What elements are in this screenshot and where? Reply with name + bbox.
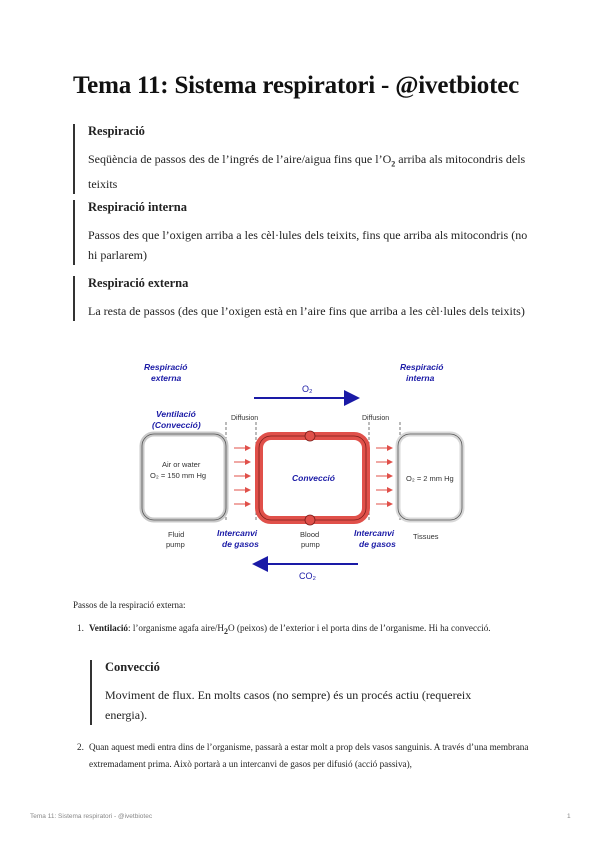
svg-text:Blood: Blood <box>300 530 320 539</box>
intercanvi-right-label <box>354 528 396 549</box>
blood-pump-label <box>300 530 320 549</box>
steps-list-2 <box>73 739 533 773</box>
definition-respiracio-externa <box>73 276 528 321</box>
label-resp-externa <box>144 362 187 383</box>
svg-text:Intercanvi: Intercanvi <box>217 528 258 538</box>
svg-text:O₂ = 150 mm Hg: O₂ = 150 mm Hg <box>150 471 207 480</box>
diffusion-left-label: Diffusion <box>231 415 259 422</box>
blood-pump-valve <box>305 515 315 525</box>
list-item: 2. Quan aquest medi entra dins de l’organisme, passarà a estar molt a prop dels vasos sanguinis. A través d’una membrana extremadament prima. Això portarà a un intercanvi de gasos per difusió (acció passiva), <box>77 742 529 769</box>
definition-respiracio <box>73 124 528 194</box>
svg-text:Intercanvi: Intercanvi <box>354 528 395 538</box>
co2-label: CO₂ <box>299 571 316 581</box>
passos-label: Passos de la respiració externa: <box>73 600 186 610</box>
definition-title: Respiració externa <box>88 276 189 290</box>
fluid-pump-label <box>166 530 185 549</box>
svg-text:externa: externa <box>151 373 182 383</box>
conveccio-title: Convecció <box>105 660 160 674</box>
respiration-diagram <box>134 352 465 588</box>
svg-text:Respiració: Respiració <box>144 362 188 372</box>
definition-respiracio-interna <box>73 200 528 265</box>
svg-text:Respiració: Respiració <box>400 362 444 372</box>
tissues-label: Tissues <box>413 532 439 541</box>
svg-text:(Convecció): (Convecció) <box>152 420 201 430</box>
definition-title: Respiració <box>88 124 145 138</box>
definition-text: Seqüència de passos des de l’ingrés de l’aire/aigua fins que $l’O_2$ arriba als mitocondris dels teixits <box>88 152 526 192</box>
label-ventilacio <box>152 409 201 430</box>
intercanvi-left-label <box>217 528 259 549</box>
svg-text:Fluid: Fluid <box>168 530 185 539</box>
footer-title: Tema 11: Sistema respiratori - @ivetbiotec <box>30 813 153 820</box>
svg-text:pump: pump <box>166 540 185 549</box>
conveccio-box <box>90 660 515 725</box>
definition-text: La resta de passos (des que l’oxigen està en l’aire fins que arriba a les cèl·lules dels teixits) <box>88 304 525 318</box>
svg-text:Air or water: Air or water <box>162 460 201 469</box>
blood-pump-valve <box>305 431 315 441</box>
tissue-o2-label: O₂ = 2 mm Hg <box>406 474 454 483</box>
page-title: Tema 11: Sistema respiratori - @ivetbiotec <box>73 72 520 99</box>
svg-text:interna: interna <box>406 373 435 383</box>
page-number: 1 <box>567 813 571 820</box>
conveccio-label: Convecció <box>292 473 335 483</box>
svg-text:de gasos: de gasos <box>222 539 259 549</box>
definition-title: Respiració interna <box>88 200 187 214</box>
steps-list <box>73 620 533 640</box>
list-item: 1. Ventilació: l’organisme agafa aire/$H_2O$ (peixos) de l’exterior i el porta dins de l’organisme. Hi ha convecció. <box>77 623 491 636</box>
svg-text:Ventilació: Ventilació <box>156 409 196 419</box>
svg-text:pump: pump <box>301 540 320 549</box>
conveccio-text: Moviment de flux. En molts casos (no sempre) és un procés actiu (requereix energia). <box>105 688 472 722</box>
svg-text:de gasos: de gasos <box>359 539 396 549</box>
definition-text: Passos des que l’oxigen arriba a les cèl·lules dels teixits, fins que arriba als mitocondris (no hi parlarem) <box>88 228 528 262</box>
o2-label: O₂ <box>302 384 313 394</box>
diffusion-right-label: Diffusion <box>362 415 390 422</box>
